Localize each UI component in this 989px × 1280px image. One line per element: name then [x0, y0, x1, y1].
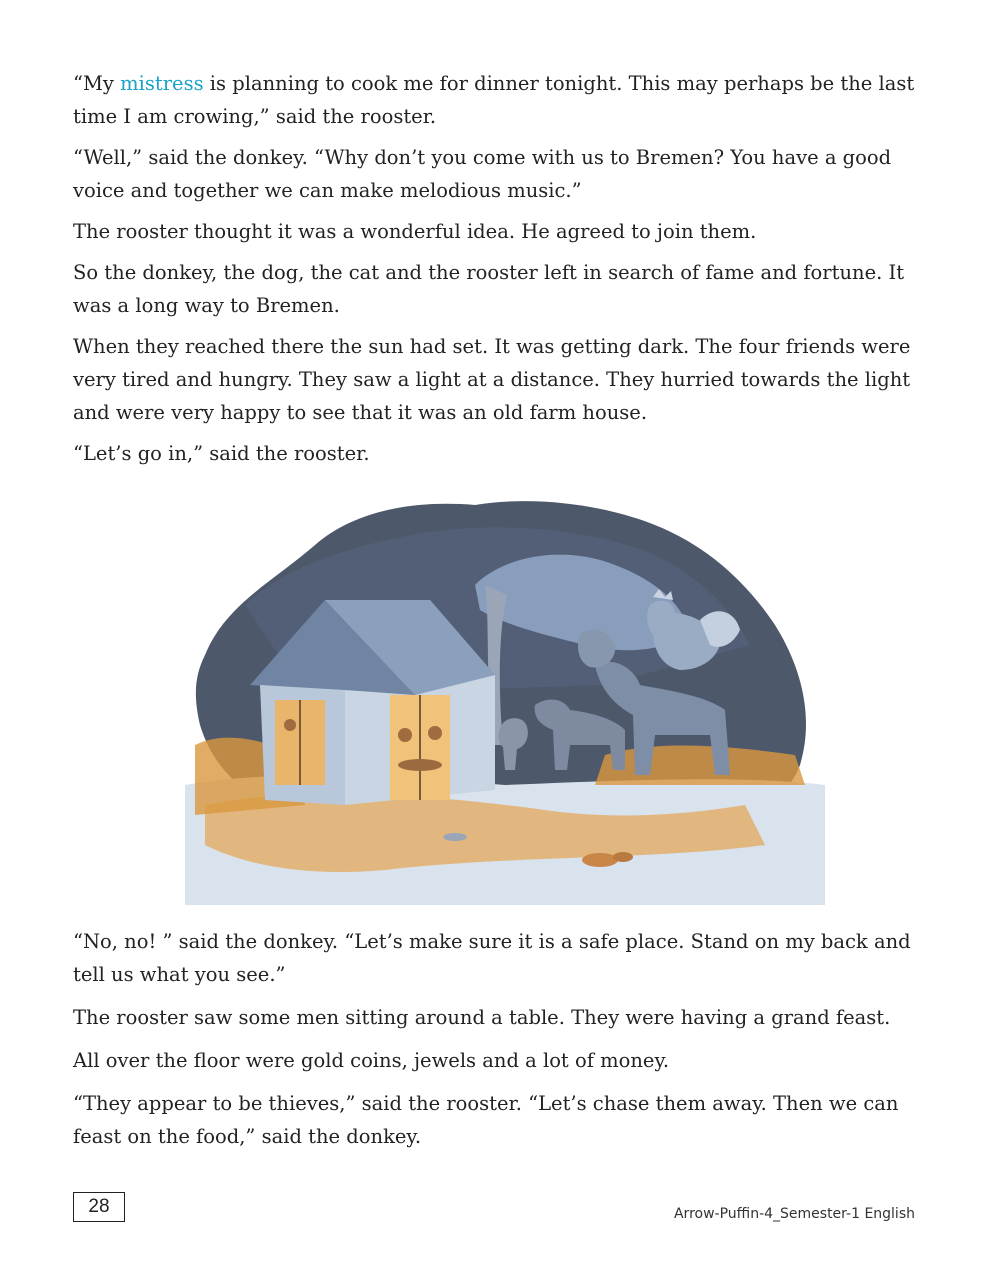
paragraph-7: “No, no! ” said the donkey. “Let’s make sure it is a safe place. Stand on my back and tell us what you see.” — [73, 930, 911, 986]
thief-silhouette-3 — [284, 719, 296, 731]
paragraph-1-start: “My — [73, 72, 121, 95]
stone-3 — [443, 833, 467, 841]
paragraph-10: “They appear to be thieves,” said the rooster. “Let’s chase them away. Then we can feast on the food,” said the donkey. — [73, 1092, 899, 1148]
paragraph-9: All over the floor were gold coins, jewels and a lot of money. — [73, 1049, 670, 1072]
paragraph-2: “Well,” said the donkey. “Why don’t you come with us to Bremen? You have a good voice and together we can make melodious music.” — [73, 146, 892, 202]
book-title-footer: Arrow-Puffin-4_Semester-1 English — [673, 1206, 915, 1222]
thief-silhouette-1 — [398, 728, 412, 742]
table — [398, 759, 442, 771]
page-number-box: 28 — [73, 1192, 125, 1222]
paragraph-1-end: is planning to cook me for dinner tonight. This may perhaps be the last time I am crowing,” said the rooster. — [73, 72, 915, 128]
story-text-bottom — [73, 925, 923, 1163]
paragraph-1 — [73, 67, 923, 133]
paragraph-8: The rooster saw some men sitting around a table. They were having a grand feast. — [73, 1006, 891, 1029]
stone-1 — [582, 853, 618, 867]
paragraph-4: So the donkey, the dog, the cat and the rooster left in search of fame and fortune. It was a long way to Bremen. — [73, 261, 905, 317]
paragraph-5: When they reached there the sun had set. It was getting dark. The four friends were very tired and hungry. They saw a light at a distance. They hurried towards the light and were very happy to see that it was an old farm house. — [73, 335, 911, 424]
vocabulary-word-mistress[interactable]: mistress — [120, 72, 204, 95]
story-text-top — [73, 67, 923, 478]
paragraph-3: The rooster thought it was a wonderful idea. He agreed to join them. — [73, 220, 757, 243]
stone-2 — [613, 852, 633, 862]
farmhouse-illustration — [185, 485, 825, 905]
paragraph-6: “Let’s go in,” said the rooster. — [73, 442, 370, 465]
thief-silhouette-2 — [428, 726, 442, 740]
